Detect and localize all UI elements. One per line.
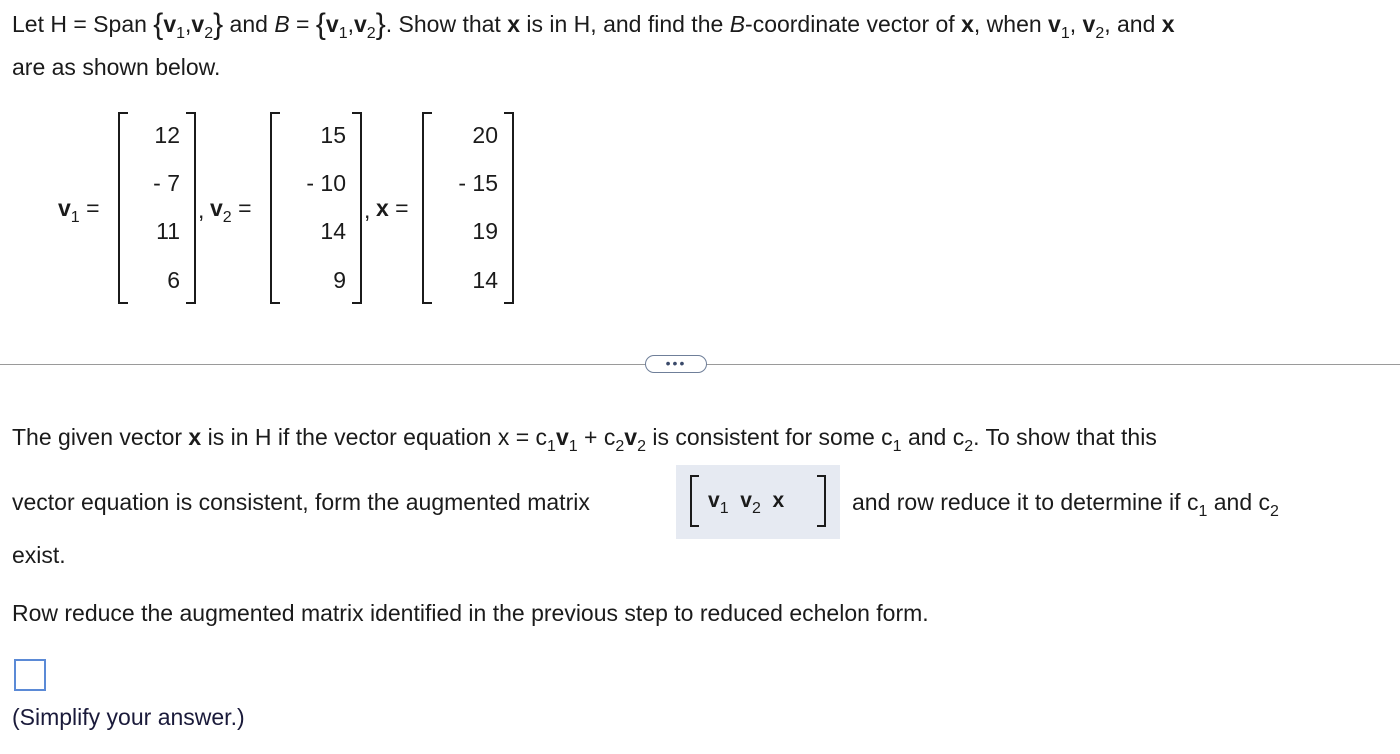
x-entry: 14 xyxy=(472,267,498,293)
answer-input-box[interactable] xyxy=(14,659,46,691)
v1-entry: - 7 xyxy=(153,170,180,196)
v1-entry: 11 xyxy=(156,218,180,244)
v1-matrix xyxy=(118,112,196,304)
step-line-1: The given vector x is in H if the vector equation $x = c_1v_1 + c_2v_2$ is consistent for some $c_1$ and $c_2$. To show that this xyxy=(12,424,1157,455)
problem-line-2: are as shown below. xyxy=(12,54,221,80)
problem-line-1: Let H = Span $\{v_1,v_2\}$ and $B = \{v_1,v_2\}$. Show that x is in H, and find the B-coordinate vector of x, when $v_1$, $v_2$, and x xyxy=(12,8,1175,42)
x-entry: 20 xyxy=(472,122,498,148)
v2-matrix xyxy=(270,112,362,304)
step-line-2-left: vector equation is consistent, form the augmented matrix xyxy=(12,489,590,515)
separator: , xyxy=(364,197,371,223)
v2-entry: 14 xyxy=(320,218,346,244)
v1-entry: 12 xyxy=(154,122,180,148)
v1-entry: 6 xyxy=(167,267,180,293)
set-brace-open: { xyxy=(153,8,164,41)
v1-label: $v_1$ = xyxy=(58,195,100,226)
x-label: x = xyxy=(376,195,409,221)
separator: , xyxy=(198,197,205,223)
augmented-matrix-highlight xyxy=(676,465,840,539)
x-entry: - 15 xyxy=(458,170,498,196)
x-entry: 19 xyxy=(472,218,498,244)
v2-entry: - 10 xyxy=(306,170,346,196)
v2-entry: 9 xyxy=(333,267,346,293)
x-matrix xyxy=(422,112,514,304)
augmented-matrix xyxy=(690,475,826,527)
v2-label: $v_2$ = xyxy=(210,195,252,226)
v2-entry: 15 xyxy=(320,122,346,148)
aug-columns: $v_1$ $v_2$ x xyxy=(708,489,785,517)
instruction-text: Row reduce the augmented matrix identified in the previous step to reduced echelon form. xyxy=(12,600,929,626)
step-line-2-right: and row reduce it to determine if $c_1$ and $c_2$ xyxy=(852,489,1279,520)
step-line-3: exist. xyxy=(12,542,66,568)
simplify-hint: (Simplify your answer.) xyxy=(12,704,245,730)
show-more-button[interactable]: ••• xyxy=(645,355,707,373)
